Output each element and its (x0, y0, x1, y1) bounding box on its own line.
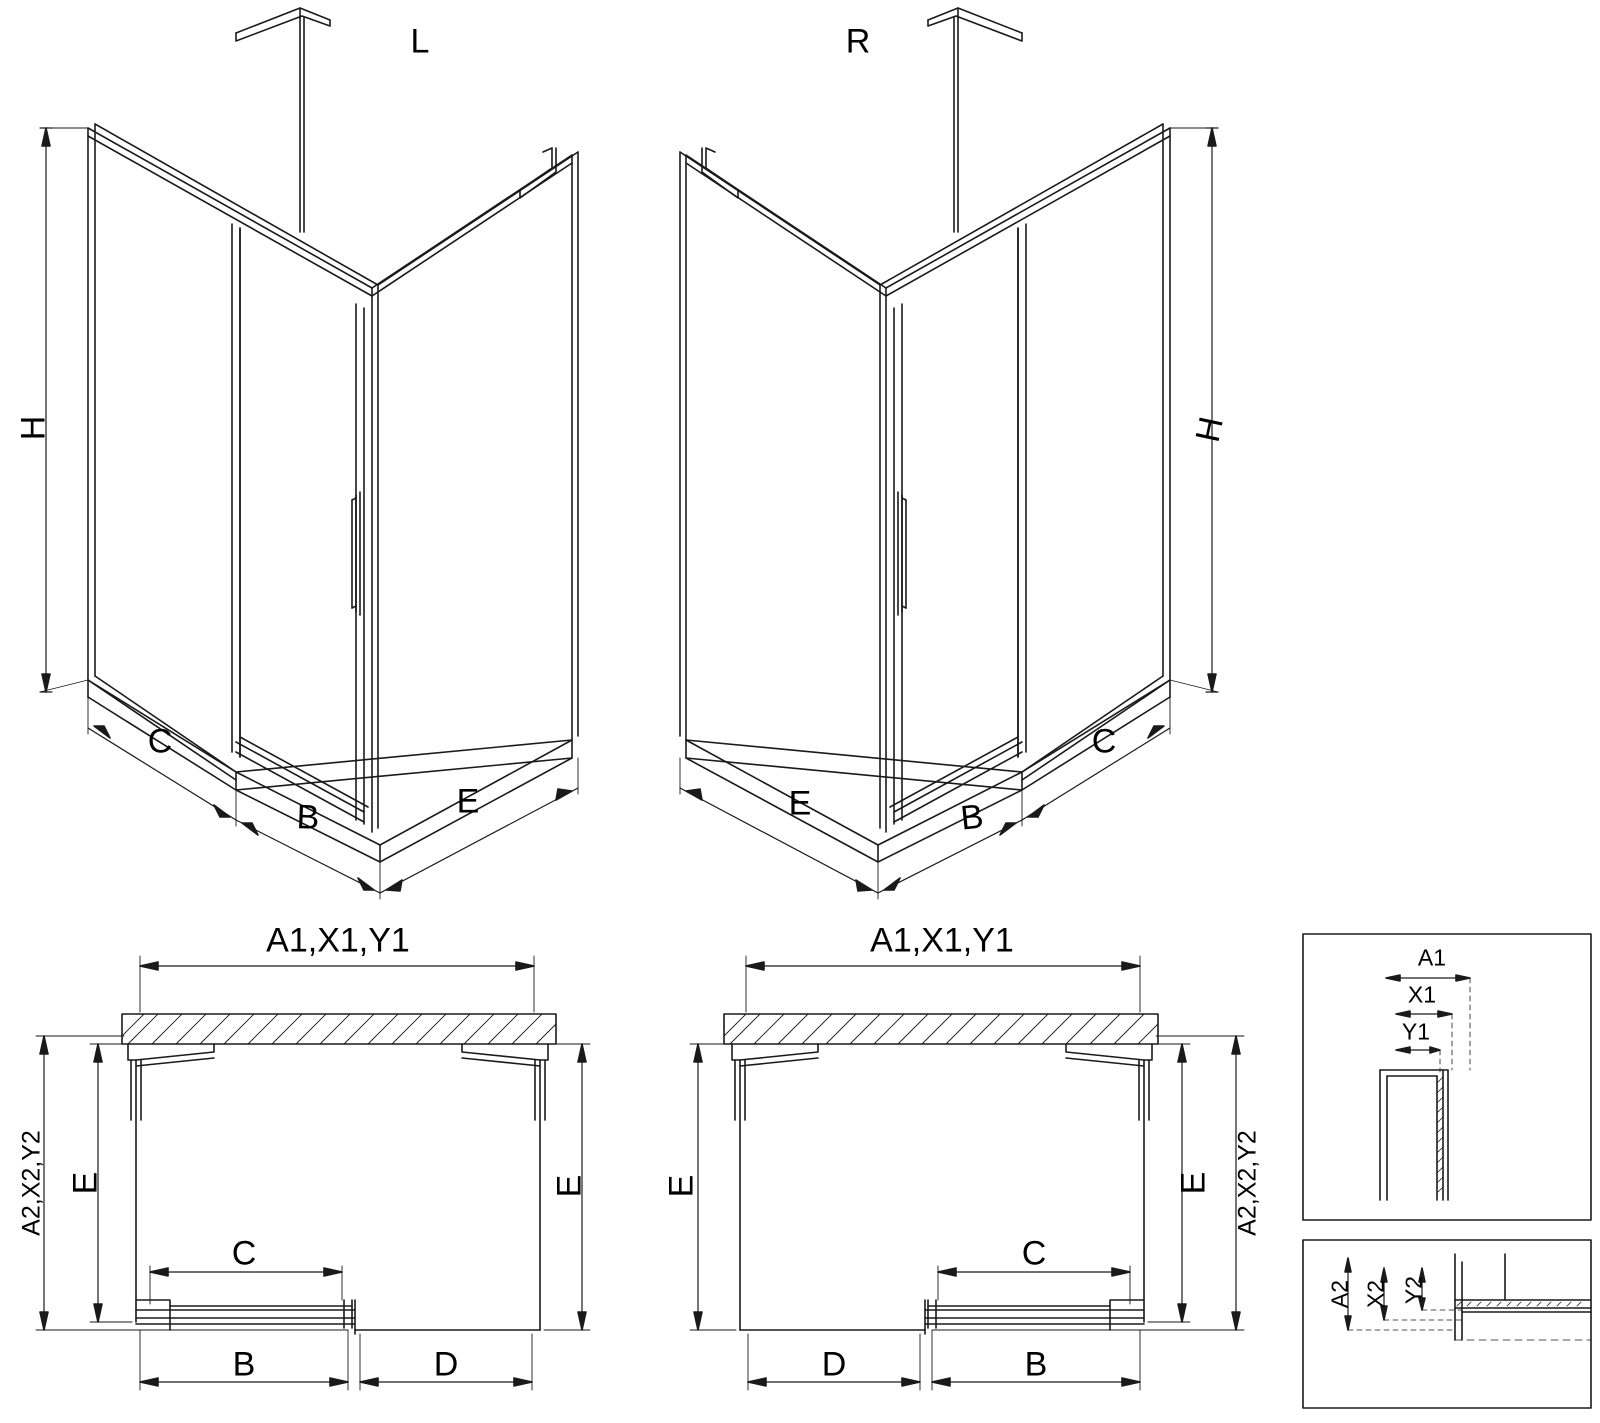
iso-right-dim-C: C (1091, 722, 1117, 761)
plan-left-dim-B: B (232, 1345, 256, 1384)
detail-top-label-A1: A1 (1417, 944, 1447, 971)
iso-right-view (680, 8, 1218, 899)
plan-left-right-dim-E: E (550, 1174, 589, 1198)
iso-right-dim-E: E (788, 784, 812, 823)
plan-right-top-dim: A1,X1,Y1 (870, 921, 1014, 960)
detail-top-label-Y1: Y1 (1401, 1018, 1431, 1045)
plan-left-dim-D: D (433, 1345, 459, 1384)
plan-left-dim-C: C (231, 1234, 257, 1273)
iso-left-dim-E: E (456, 782, 480, 821)
variant-label-left: L (410, 22, 430, 61)
iso-right-dim-B: B (958, 797, 986, 838)
plan-right-view (690, 956, 1244, 1390)
detail-bottom-view (1303, 1240, 1591, 1408)
detail-bottom-label-X2: X2 (1362, 1279, 1389, 1309)
drawing-canvas: L R H H C B E C B E A1,X1,Y1 A2,X2,Y2 E E C B D A1,X1,Y1 A2,X2,Y2 E E C B D A1 X1 Y1 A2 X2 Y2 (0, 0, 1600, 1423)
iso-left-dim-B: B (296, 798, 321, 837)
plan-left-inner-dim-E: E (66, 1171, 105, 1195)
plan-right-dim-C: C (1021, 1234, 1047, 1273)
iso-left-view (40, 8, 578, 899)
plan-left-top-dim: A1,X1,Y1 (266, 921, 410, 960)
iso-right-dim-H: H (1188, 413, 1231, 446)
detail-top-label-X1: X1 (1407, 981, 1437, 1008)
plan-right-left-dim-E: E (662, 1174, 701, 1198)
detail-bottom-label-A2: A2 (1326, 1279, 1353, 1309)
plan-right-dim-D: D (821, 1345, 847, 1384)
plan-right-outer-dim: A2,X2,Y2 (1233, 1130, 1262, 1236)
detail-top-view (1303, 934, 1591, 1220)
detail-bottom-label-Y2: Y2 (1400, 1275, 1427, 1305)
plan-left-view (36, 956, 590, 1390)
plan-right-dim-B: B (1024, 1345, 1048, 1384)
iso-left-dim-C: C (147, 722, 173, 761)
plan-right-inner-dim-E: E (1174, 1171, 1213, 1195)
variant-label-right: R (845, 22, 871, 61)
